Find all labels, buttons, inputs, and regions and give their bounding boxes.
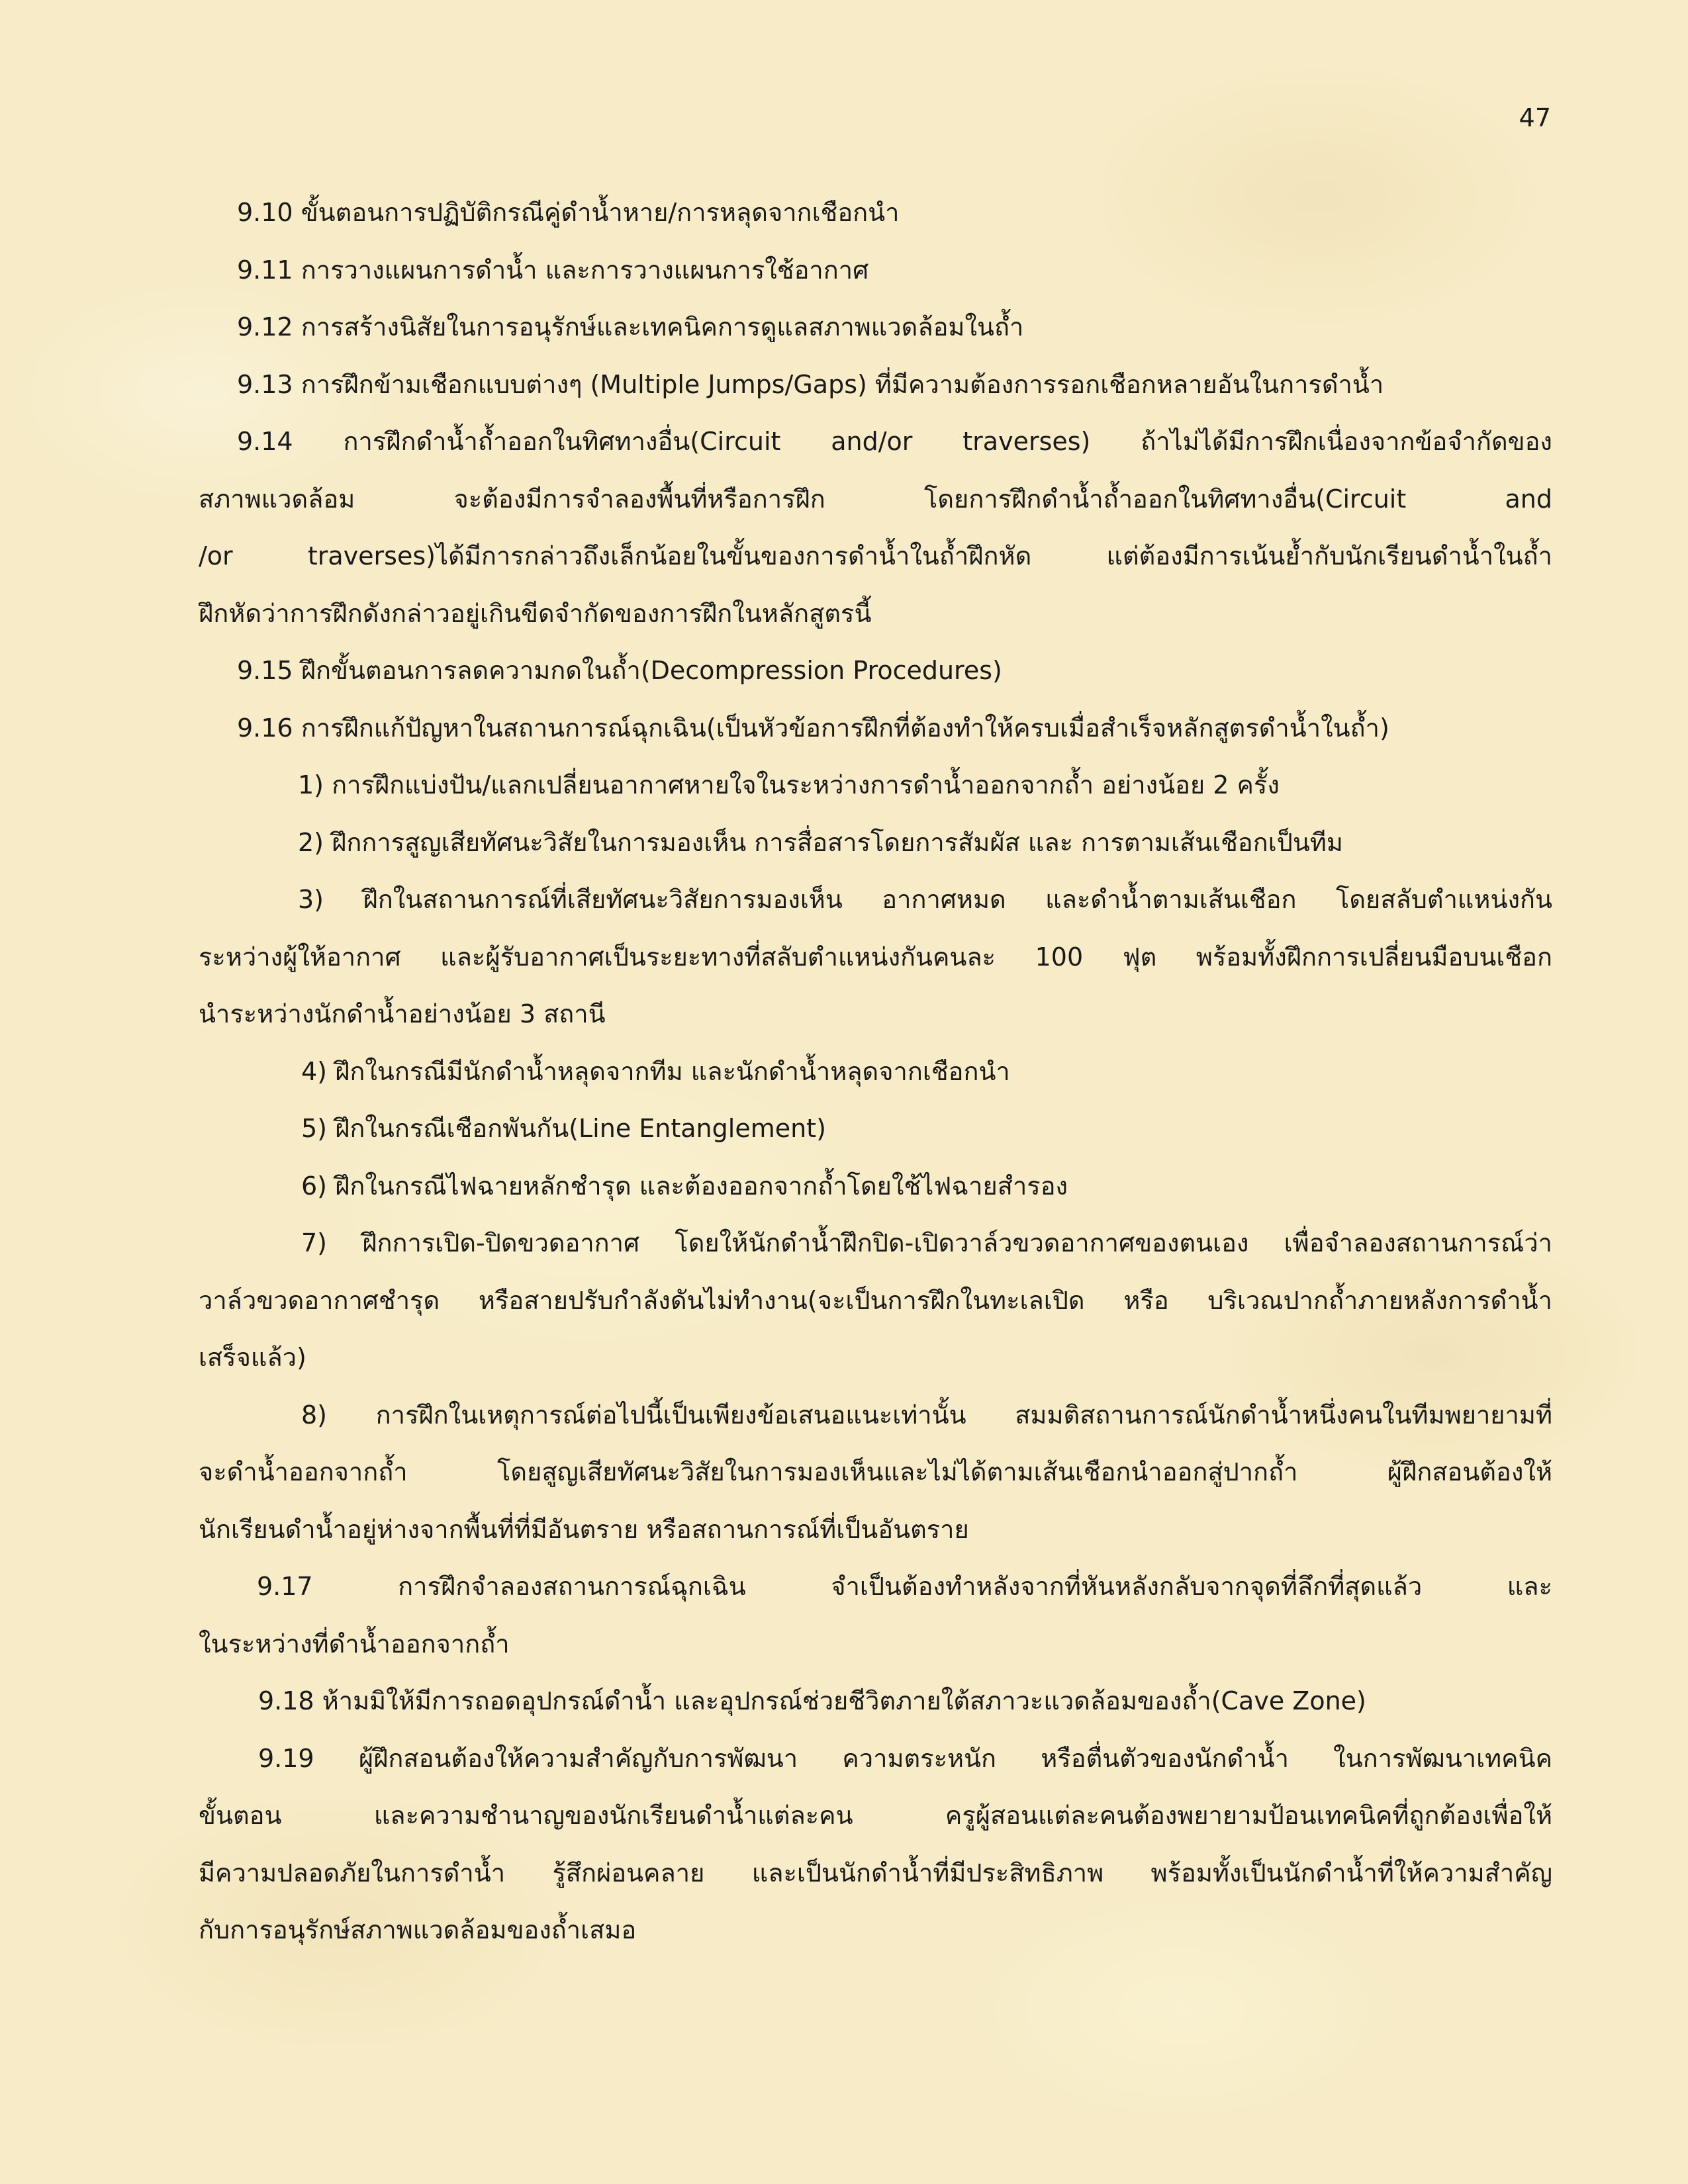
paragraph-line: 9.19 ผู้ฝึกสอนต้องให้ความสำคัญกับการพัฒนา ความตระหนัก หรือตื่นตัวของนักดำน้ำ ในการพัฒนาเทคนิค [258, 1743, 1552, 1773]
paragraph-line: กับการอนุรักษ์สภาพแวดล้อมของถ้ำเสมอ [199, 1915, 637, 1944]
paragraph-line: 9.14 การฝึกดำน้ำถ้ำออกในทิศทางอื่น(Circuit and/or traverses) ถ้าไม่ได้มีการฝึกเนื่องจากข้อจำกัดของ [237, 427, 1552, 456]
paragraph-line: 9.15 ฝึกขั้นตอนการลดความกดในถ้ำ(Decompression Procedures) [237, 656, 1002, 685]
list-item-line: 6) ฝึกในกรณีไฟฉายหลักชำรุด และต้องออกจากถ้ำโดยใช้ไฟฉายสำรอง [301, 1171, 1068, 1201]
paragraph-line: ฝึกหัดว่าการฝึกดังกล่าวอยู่เกินขีดจำกัดของการฝึกในหลักสูตรนี้ [199, 598, 872, 628]
list-item-line: 8) การฝึกในเหตุการณ์ต่อไปนี้เป็นเพียงข้อเสนอแนะเท่านั้น สมมติสถานการณ์นักดำน้ำหนึ่งคนในทีมพยายามที่ [301, 1400, 1552, 1430]
list-item-line: 2) ฝึกการสูญเสียทัศนะวิสัยในการมองเห็น การสื่อสารโดยการสัมผัส และ การตามเส้นเชือกเป็นทีม [298, 827, 1343, 857]
list-item-line: 1) การฝึกแบ่งปัน/แลกเปลี่ยนอากาศหายใจในระหว่างการดำน้ำออกจากถ้ำ อย่างน้อย 2 ครั้ง [298, 770, 1280, 799]
paragraph-line: 9.12 การสร้างนิสัยในการอนุรักษ์และเทคนิคการดูแลสภาพแวดล้อมในถ้ำ [237, 312, 1024, 341]
paragraph-line: 9.17 การฝึกจำลองสถานการณ์ฉุกเฉิน จำเป็นต้องทำหลังจากที่หันหลังกลับจากจุดที่ลึกที่สุดแล้ว และ [257, 1572, 1552, 1601]
paragraph-line: ขั้นตอน และความชำนาญของนักเรียนดำน้ำแต่ละคน ครูผู้สอนแต่ละคนต้องพยายามป้อนเทคนิคที่ถูกต้องเพื่อให้ [199, 1801, 1552, 1830]
paragraph-line: มีความปลอดภัยในการดำน้ำ รู้สึกผ่อนคลาย และเป็นนักดำน้ำที่มีประสิทธิภาพ พร้อมทั้งเป็นนักดำน้ำที่ให้ความสำคัญ [199, 1858, 1552, 1888]
paragraph-line: 9.16 การฝึกแก้ปัญหาในสถานการณ์ฉุกเฉิน(เป็นหัวข้อการฝึกที่ต้องทำให้ครบเมื่อสำเร็จหลักสูตรดำน้ำในถ้ำ) [237, 713, 1389, 743]
paragraph-line: ระหว่างผู้ให้อากาศ และผู้รับอากาศเป็นระยะทางที่สลับตำแหน่งกันคนละ 100 ฟุต พร้อมทั้งฝึกการเปลี่ยนมือบนเชือก [199, 942, 1552, 972]
document-body [199, 184, 1552, 1959]
paragraph-line: เสร็จแล้ว) [199, 1343, 306, 1372]
list-item-line: 5) ฝึกในกรณีเชือกพันกัน(Line Entanglement) [301, 1114, 826, 1143]
paragraph-line: สภาพแวดล้อม จะต้องมีการจำลองพื้นที่หรือการฝึก โดยการฝึกดำน้ำถ้ำออกในทิศทางอื่น(Circuit and [199, 484, 1552, 514]
paragraph-line: นักเรียนดำน้ำอยู่ห่างจากพื้นที่ที่มีอันตราย หรือสถานการณ์ที่เป็นอันตราย [199, 1514, 969, 1544]
paragraph-line: จะดำน้ำออกจากถ้ำ โดยสูญเสียทัศนะวิสัยในการมองเห็นและไม่ได้ตามเส้นเชือกนำออกสู่ปากถ้ำ ผู้ฝึกสอนต้องให้ [199, 1457, 1552, 1486]
paragraph-line: 9.11 การวางแผนการดำน้ำ และการวางแผนการใช้อากาศ [237, 255, 869, 285]
paragraph-line: 9.10 ขั้นตอนการปฏิบัติกรณีคู่ดำน้ำหาย/การหลุดจากเชือกนำ [237, 198, 900, 227]
paragraph-line: 9.18 ห้ามมิให้มีการถอดอุปกรณ์ดำน้ำ และอุปกรณ์ช่วยชีวิตภายใต้สภาวะแวดล้อมของถ้ำ(Cave Zone) [258, 1686, 1366, 1715]
list-item-line: 7) ฝึกการเปิด-ปิดขวดอากาศ โดยให้นักดำน้ำฝึกปิด-เปิดวาล์วขวดอากาศของตนเอง เพื่อจำลองสถานการณ์ว่า [301, 1228, 1552, 1257]
paragraph-line: /or traverses)ได้มีการกล่าวถึงเล็กน้อยในขั้นของการดำน้ำในถ้ำฝึกหัด แต่ต้องมีการเน้นย้ำกับนักเรียนดำน้ำในถ้ำ [199, 541, 1552, 570]
paragraph-line: ในระหว่างที่ดำน้ำออกจากถ้ำ [199, 1629, 510, 1659]
paragraph-line: วาล์วขวดอากาศชำรุด หรือสายปรับกำลังดันไม่ทำงาน(จะเป็นการฝึกในทะเลเปิด หรือ บริเวณปากถ้ำภายหลังการดำน้ำ [199, 1285, 1552, 1315]
paragraph-line: นำระหว่างนักดำน้ำอย่างน้อย 3 สถานี [199, 999, 606, 1028]
paragraph-line: 9.13 การฝึกข้ามเชือกแบบต่างๆ (Multiple Jumps/Gaps) ที่มีความต้องการรอกเชือกหลายอันในการดำน้ำ [237, 369, 1384, 399]
list-item-line: 3) ฝึกในสถานการณ์ที่เสียทัศนะวิสัยการมองเห็น อากาศหมด และดำน้ำตามเส้นเชือก โดยสลับตำแหน่งกัน [298, 885, 1552, 914]
list-item-line: 4) ฝึกในกรณีมีนักดำน้ำหลุดจากทีม และนักดำน้ำหลุดจากเชือกนำ [301, 1056, 1010, 1086]
page-number: 47 [1519, 103, 1551, 132]
